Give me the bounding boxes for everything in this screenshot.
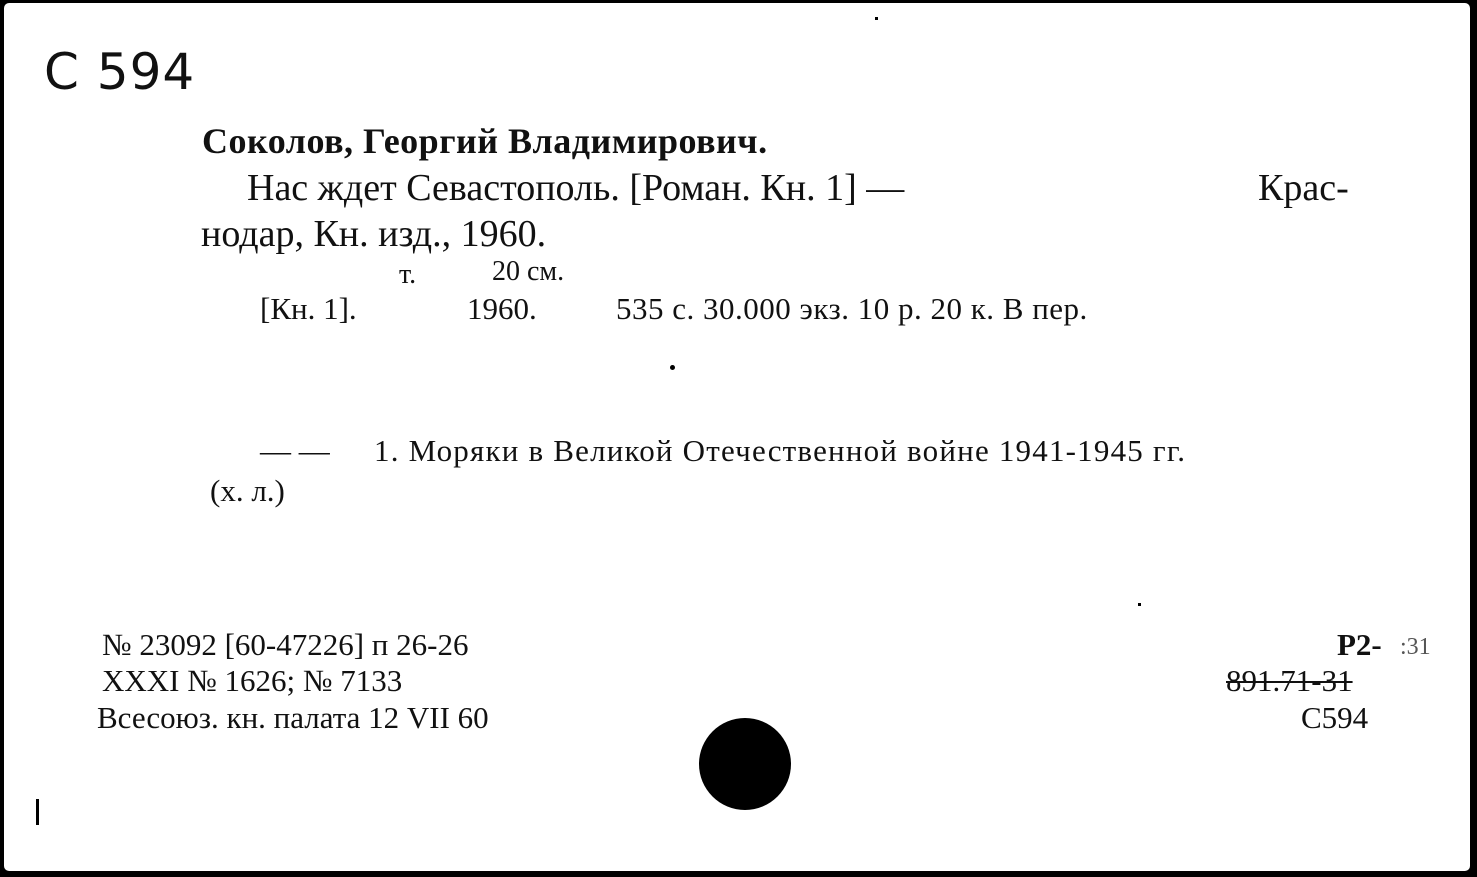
registration-line-2: XXXI № 1626; № 7133 — [102, 663, 403, 698]
subject-note: (х. л.) — [210, 473, 285, 508]
classification-line-2: 891.71-31 — [1226, 663, 1353, 698]
title-line-1: Нас ждет Севастополь. [Роман. Кн. 1] — — [247, 167, 905, 209]
volume-label: [Кн. 1]. — [260, 291, 357, 326]
edge-mark — [36, 799, 39, 825]
ink-speck — [670, 365, 675, 370]
classification-handwritten: :31 — [1400, 634, 1431, 660]
registration-line-1: № 23092 [60-47226] п 26-26 — [102, 627, 469, 662]
catalog-card — [4, 3, 1470, 871]
subject-heading: 1. Моряки в Великой Отечественной войне 1941-1945 гг. — [374, 433, 1187, 468]
classification-line-1: Р2- — [1337, 627, 1382, 662]
call-number: C 594 — [44, 43, 196, 101]
dust-speck — [1138, 603, 1141, 606]
dust-speck — [875, 17, 878, 20]
volume-t: т. — [399, 259, 417, 290]
card-punch-hole — [699, 718, 791, 810]
volume-details: 535 с. 30.000 экз. 10 р. 20 к. В пер. — [616, 291, 1088, 326]
place-part: Крас- — [1258, 167, 1349, 209]
classification-line-3: С594 — [1301, 700, 1369, 735]
title-line-2: нодар, Кн. изд., 1960. — [201, 213, 547, 255]
registration-line-3: Всесоюз. кн. палата 12 VII 60 — [97, 700, 489, 735]
volume-year: 1960. — [467, 291, 537, 326]
physical-size: 20 см. — [492, 256, 565, 287]
subject-dashes: — — — [260, 433, 330, 468]
author-heading: Соколов, Георгий Владимирович. — [202, 121, 768, 161]
